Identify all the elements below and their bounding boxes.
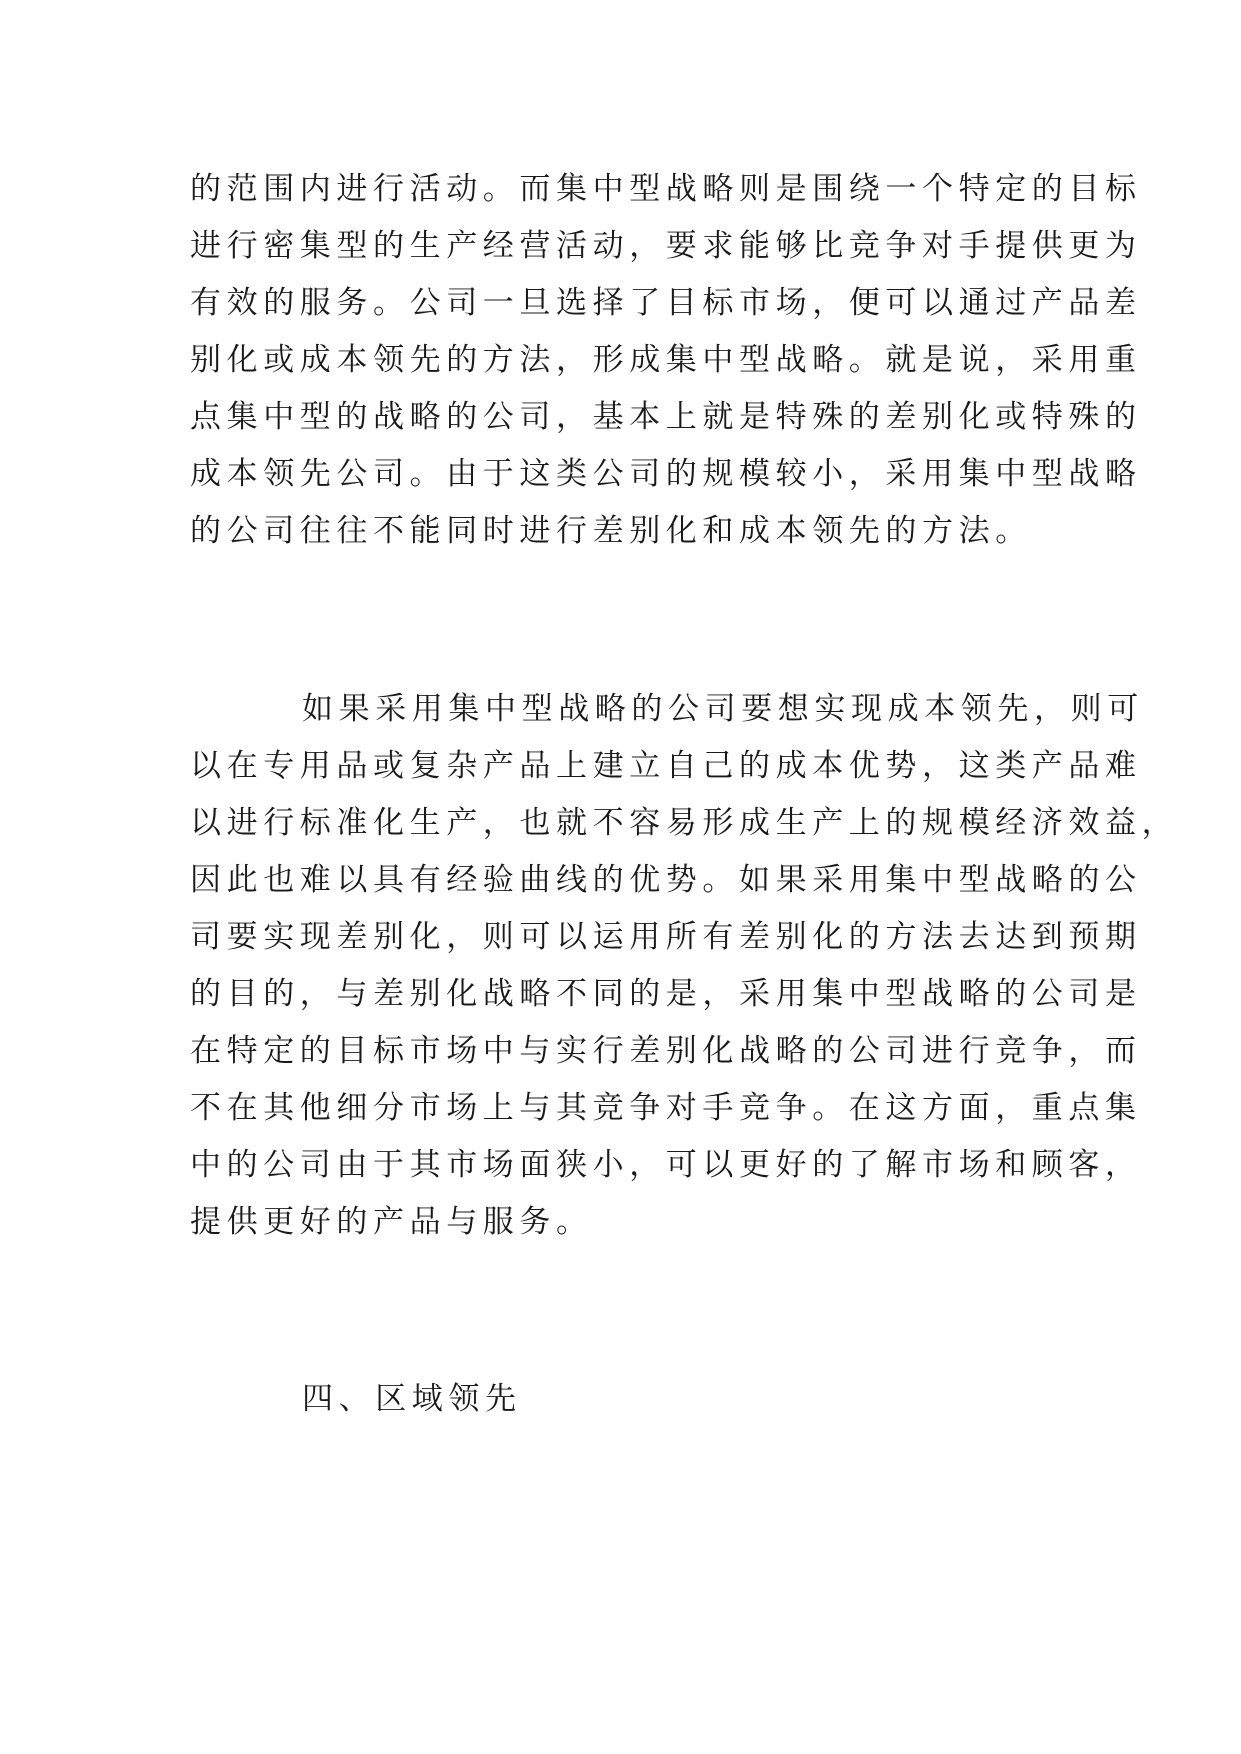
paragraph-line: 的目的，与差别化战略不同的是，采用集中型战略的公司是 [190, 976, 1142, 1012]
paragraph-line: 的范围内进行活动。而集中型战略则是围绕一个特定的目标 [190, 171, 1142, 207]
paragraph-line: 有效的服务。公司一旦选择了目标市场，便可以通过产品差 [190, 285, 1142, 321]
paragraph-line: 因此也难以具有经验曲线的优势。如果采用集中型战略的公 [190, 862, 1142, 898]
paragraph-line: 如果采用集中型战略的公司要想实现成本领先，则可 [302, 691, 1144, 727]
paragraph-line: 进行密集型的生产经营活动，要求能够比竞争对手提供更为 [190, 228, 1142, 264]
paragraph-line: 不在其他细分市场上与其竞争对手竞争。在这方面，重点集 [190, 1090, 1142, 1126]
paragraph-line: 在特定的目标市场中与实行差别化战略的公司进行竞争，而 [190, 1033, 1142, 1069]
paragraph-line: 的公司往往不能同时进行差别化和成本领先的方法。 [190, 513, 1032, 549]
paragraph-line: 点集中型的战略的公司，基本上就是特殊的差别化或特殊的 [190, 399, 1142, 435]
paragraph-line: 司要实现差别化，则可以运用所有差别化的方法去达到预期 [190, 919, 1142, 955]
paragraph-line: 中的公司由于其市场面狭小，可以更好的了解市场和顾客， [190, 1147, 1142, 1183]
paragraph-line: 提供更好的产品与服务。 [190, 1204, 593, 1240]
paragraph-line: 别化或成本领先的方法，形成集中型战略。就是说，采用重 [190, 342, 1142, 378]
paragraph-line: 成本领先公司。由于这类公司的规模较小，采用集中型战略 [190, 456, 1142, 492]
paragraph-line: 以进行标准化生产，也就不容易形成生产上的规模经济效益， [190, 805, 1179, 841]
section-heading: 四、区域领先 [302, 1381, 522, 1417]
paragraph-line: 以在专用品或复杂产品上建立自己的成本优势，这类产品难 [190, 748, 1142, 784]
